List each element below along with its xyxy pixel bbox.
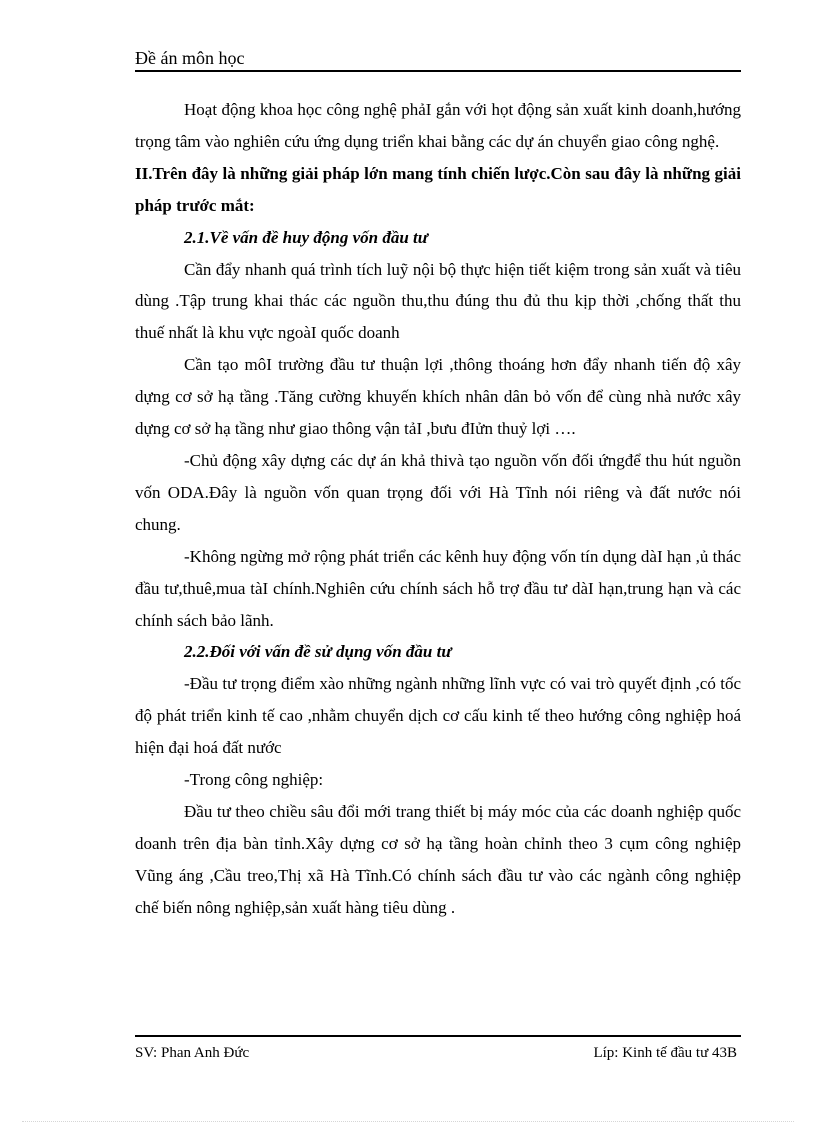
paragraph-investment-environment: Cần tạo môI trường đầu tư thuận lợi ,thông thoáng hơn đẩy nhanh tiến độ xây dựng cơ sở hạ tầng .Tăng cường khuyến khích nhân dân bỏ vốn để cùng nhà nước xây dựng cơ sở hạ tầng như giao thông vận tảI ,bưu đIửn thuỷ lợi ….	[135, 355, 741, 439]
paragraph-science-tech: Hoạt động khoa học công nghệ phảI gắn với họt động sản xuất kinh doanh,hướng trọng tâm vào nghiên cứu ứng dụng triển khai bằng các dự án chuyển giao công nghệ.	[135, 100, 741, 151]
footer-class-name: Líp: Kinh tế đầu tư 43B	[593, 1045, 737, 1061]
page-bottom-divider	[22, 1121, 794, 1122]
section-heading-ii: II.Trên đây là những giải pháp lớn mang tính chiến lược.Còn sau đây là những giải pháp trước mắt:	[135, 163, 741, 215]
subsection-heading-2-1: 2.1.Về vấn đề huy động vốn đầu tư	[184, 227, 428, 247]
paragraph-accumulation: Cần đẩy nhanh quá trình tích luỹ nội bộ thực hiện tiết kiệm trong sản xuất và tiêu dùng .Tập trung khai thác các nguồn thu,thu đúng thu đủ thu kịp thời ,chống thất thu thuế nhất là khu vực ngoàI quốc doanh	[135, 259, 741, 343]
paragraph-credit-channels: -Không ngừng mở rộng phát triển các kênh huy động vốn tín dụng dàI hạn ,ủ thác đầu tư,thuê,mua tàI chính.Nghiên cứu chính sách hỗ trợ đầu tư dàI hạn,trung hạn và các chính sách bảo lãnh.	[135, 546, 741, 630]
page-footer	[135, 1035, 741, 1067]
document-body	[135, 94, 741, 924]
page-header	[135, 46, 741, 72]
paragraph-key-investment: -Đầu tư trọng điểm xào những ngành những lĩnh vực có vai trò quyết định ,có tốc độ phát triển kinh tế cao ,nhằm chuyển dịch cơ cấu kinh tế theo hướng công nghiệp hoá hiện đại hoá đất nước	[135, 674, 741, 758]
footer-student-name: SV: Phan Anh Đức	[135, 1045, 250, 1061]
paragraph-industry-detail: Đầu tư theo chiều sâu đổi mới trang thiết bị máy móc của các doanh nghiệp quốc doanh trên địa bàn tỉnh.Xây dựng cơ sở hạ tầng hoàn chỉnh theo 3 cụm công nghiệp Vũng áng ,Cầu treo,Thị xã Hà Tĩnh.Có chính sách đầu tư vào các ngành công nghiệp chế biến nông nghiệp,sản xuất hàng tiêu dùng .	[135, 801, 741, 917]
header-title: Đề án môn học	[135, 48, 245, 68]
paragraph-oda: -Chủ động xây dựng các dự án khả thivà tạo nguồn vốn đối ứngđể thu hút nguồn vốn ODA.Đây là nguồn vốn quan trọng đối với Hà Tĩnh nói riêng và đất nước nói chung.	[135, 450, 741, 534]
subsection-heading-2-2: 2.2.Đối với vấn đề sử dụng vốn đầu tư	[184, 642, 452, 662]
paragraph-industry-label: -Trong công nghiệp:	[184, 770, 324, 790]
